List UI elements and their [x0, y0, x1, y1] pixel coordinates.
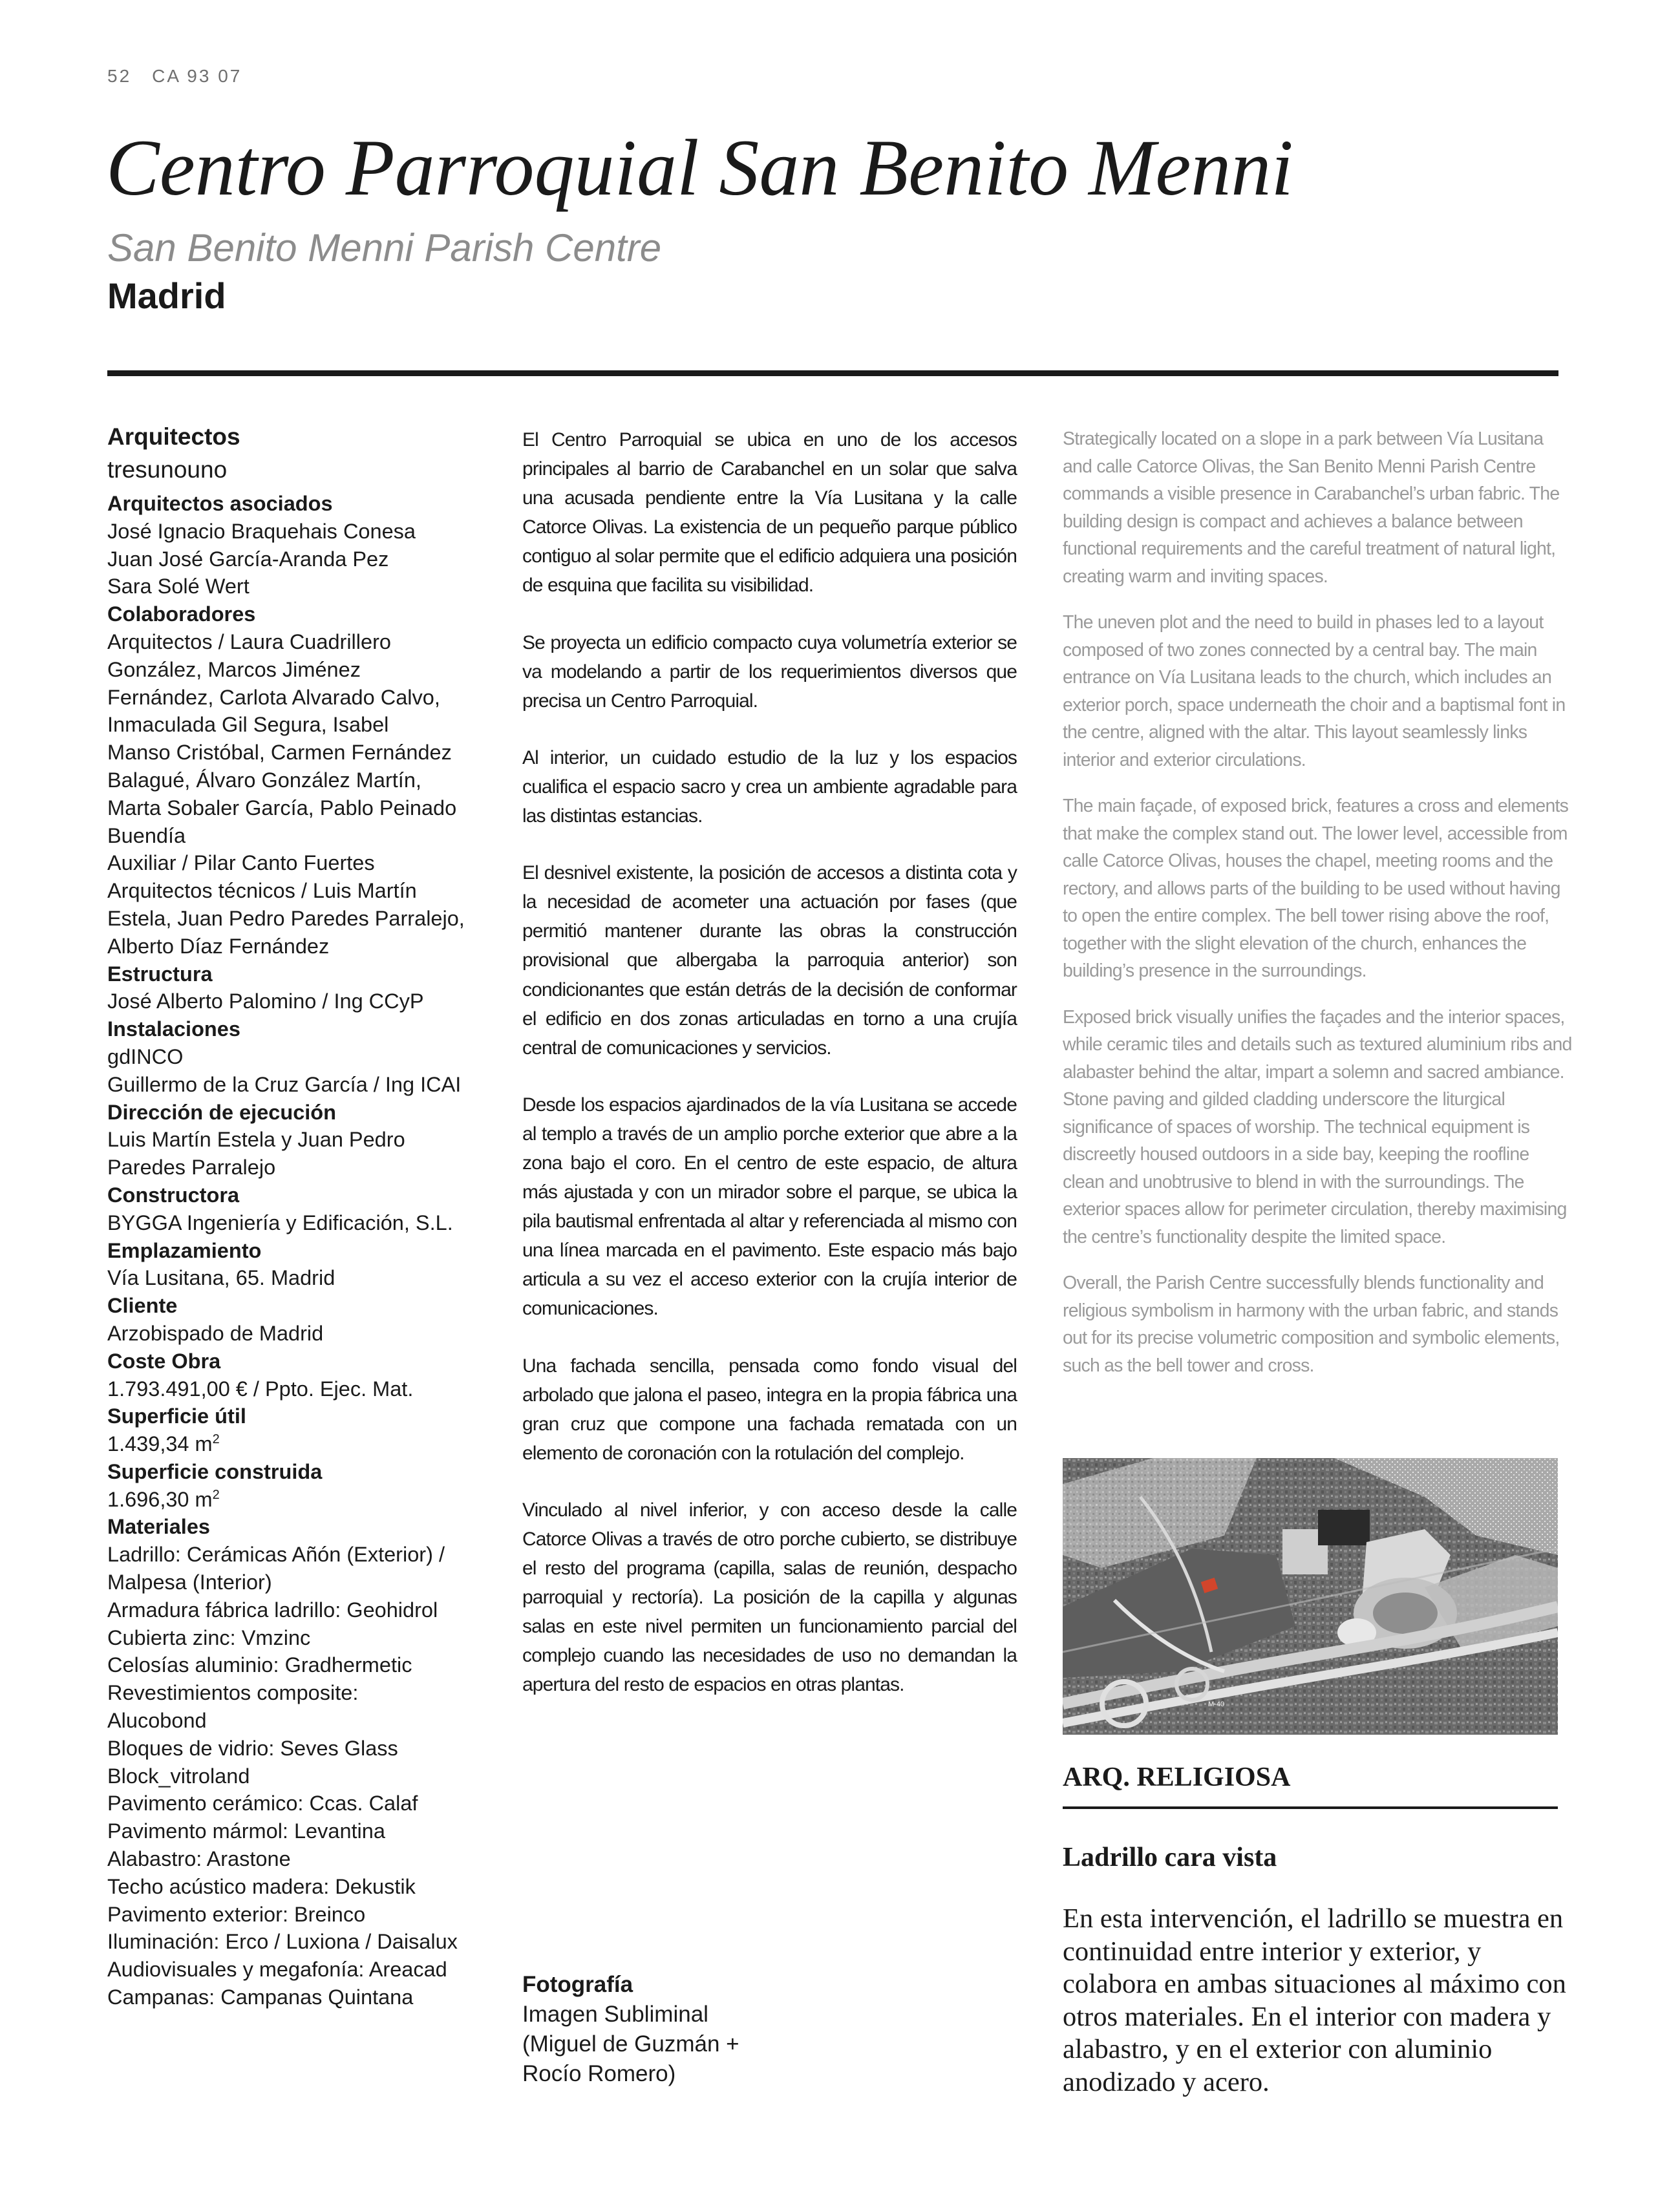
spanish-paragraph: Desde los espacios ajardinados de la vía Lusitana se accede al templo a través de un amplio porche exterior que abre a la zona bajo el coro. En el centro de este espacio, de altura más ajustada y con un mirador sobre el parque, se ubica la pila bautismal enfrentada al altar y referenciada al mismo con una línea marcada en el pavimento. Este espacio más bajo articula a su vez el acceso exterior con la crujía interior de comunicaciones. [522, 1094, 1017, 1320]
credit-label: Materiales [107, 1515, 210, 1539]
unit-superscript: 2 [212, 1432, 220, 1447]
credit-value [107, 454, 495, 486]
unit-superscript: 2 [212, 1487, 220, 1502]
credit-value [107, 1873, 495, 1901]
credit-label: Cliente [107, 1294, 178, 1318]
credit-value-text: Pavimento exterior: Breinco [107, 1902, 366, 1926]
credit-value [107, 1790, 495, 1817]
credit-group [107, 1458, 495, 1514]
credit-value [107, 518, 495, 545]
feature-heading: Ladrillo cara vista [1063, 1843, 1277, 1872]
credit-value [107, 1320, 495, 1348]
credit-value [107, 822, 495, 850]
credit-value-text: González, Marcos Jiménez [107, 657, 361, 681]
credit-value [107, 1126, 495, 1154]
english-paragraph: The uneven plot and the need to build in phases led to a layout composed of two zones connected by a central bay. The main entrance on Vía Lusitana leads to the church, which includes an exterior porch, space underneath the choir and a baptismal font in the centre, aligned with the altar. This layout seamlessly links interior and exterior circulations. [1063, 612, 1566, 770]
credit-value-text: gdINCO [107, 1044, 184, 1068]
credit-group [107, 1237, 495, 1293]
credit-value-text: Vía Lusitana, 65. Madrid [107, 1266, 335, 1290]
credit-value-text: Bloques de vidrio: Seves Glass [107, 1736, 398, 1760]
credit-value-text: Sara Solé Wert [107, 575, 250, 598]
credit-group [107, 1099, 495, 1181]
spanish-paragraph: Se proyecta un edificio compacto cuya volumetría exterior se va modelando a partir de los requerimientos diversos que precisa un Centro Parroquial. [522, 631, 1017, 712]
category-rule [1063, 1806, 1558, 1809]
aerial-site-photo [1063, 1458, 1558, 1735]
credit-value-text: Fernández, Carlota Alvarado Calvo, [107, 685, 440, 709]
aerial-photo-graphic [1063, 1458, 1558, 1735]
credit-value [107, 1071, 495, 1099]
credit-value [107, 1154, 495, 1181]
credit-value [107, 905, 495, 933]
credit-value-text: Alberto Díaz Fernández [107, 934, 330, 958]
credit-value-text: Alabastro: Arastone [107, 1847, 291, 1871]
credit-value [107, 1762, 495, 1790]
photography-label: Fotografía [522, 1972, 633, 1997]
photography-line: Rocío Romero) [522, 2061, 676, 2086]
credit-label: Superficie útil [107, 1404, 246, 1428]
credit-value-text: Revestimientos composite: [107, 1681, 359, 1705]
credit-value [107, 545, 495, 573]
credit-label: Coste Obra [107, 1349, 221, 1373]
credit-value [107, 1430, 495, 1458]
credit-value-text: 1.696,30 m [107, 1487, 213, 1511]
credit-value-text: Pavimento mármol: Levantina [107, 1819, 385, 1843]
credit-value-text: Malpesa (Interior) [107, 1571, 272, 1594]
credit-value [107, 1984, 495, 2011]
credit-value-text: 1.793.491,00 € / Ppto. Ejec. Mat. [107, 1377, 414, 1401]
credit-value [107, 1264, 495, 1292]
credit-value-text: BYGGA Ingeniería y Edificación, S.L. [107, 1211, 453, 1234]
credit-value [107, 628, 495, 656]
credit-group [107, 1348, 495, 1403]
english-paragraph: Overall, the Parish Centre successfully blends functionality and religious symbolism in harmony with the urban fabric, and stands out for its precise volumetric composition and symbolic elements, such as the bell tower and cross. [1063, 1273, 1560, 1376]
credit-value-text: Balagué, Álvaro González Martín, [107, 768, 421, 792]
feature-text: En esta intervención, el ladrillo se muestra en continuidad entre interior y exterior, y colabora en ambas situaciones al máximo con otros materiales. En el interior con madera y alabastro, y en el exterior con aluminio anodizado y acero. [1063, 1903, 1566, 2097]
credit-label: Emplazamiento [107, 1238, 262, 1262]
credit-group [107, 1292, 495, 1348]
spanish-paragraph: Una fachada sencilla, pensada como fondo visual del arbolado que jalona el paseo, integra en la propia fábrica una gran cruz que compone una fachada rematada con un elemento de coronación con la rotulación del complejo. [522, 1355, 1017, 1464]
credit-value [107, 1901, 495, 1929]
credit-value-text: José Ignacio Braquehais Conesa [107, 519, 416, 543]
credit-value [107, 1624, 495, 1652]
credit-value [107, 1928, 495, 1956]
issue-number: CA 93 07 [152, 66, 242, 86]
photography-credit [522, 1970, 910, 2089]
credit-group [107, 1015, 495, 1098]
credit-label: Estructura [107, 962, 213, 986]
credit-value [107, 1375, 495, 1403]
credit-value [107, 1209, 495, 1237]
credit-label: Superficie construida [107, 1459, 323, 1483]
credit-value [107, 684, 495, 712]
credit-value-text: José Alberto Palomino / Ing CCyP [107, 990, 424, 1013]
credit-value [107, 1043, 495, 1071]
credit-value-text: Ladrillo: Cerámicas Añón (Exterior) / [107, 1543, 445, 1567]
spanish-paragraph: El desnivel existente, la posición de accesos a distinta cota y la necesidad de acometer una actuación por fases (que permitió mantener durante las obras la construcción provisional que albergaba la parroquia anterior) son condicionantes que están detrás de la decisión de conformar el edificio en dos zonas articuladas en torno a una crujía central de comunicaciones y servicios. [522, 862, 1017, 1059]
credit-value-text: Arquitectos / Laura Cuadrillero [107, 630, 391, 653]
credit-label: Arquitectos asociados [107, 492, 333, 515]
credit-value-text: Buendía [107, 823, 186, 847]
credit-value-text: Iluminación: Erco / Luxiona / Daisalux [107, 1930, 458, 1954]
credit-value-text: Armadura fábrica ladrillo: Geohidrol [107, 1598, 438, 1622]
credit-value [107, 1651, 495, 1679]
credit-value-text: Manso Cristóbal, Carmen Fernández [107, 741, 452, 765]
spanish-paragraph: Vinculado al nivel inferior, y con acceso desde la calle Catorce Olivas a través de otro porche cubierto, se distribuye el resto del programa (capilla, salas de reunión, despacho parroquial y rectoría). La posición de la capilla y algunas salas en este nivel permiten un funcionamiento parcial del complejo cuando las necesidades de uso no demandan la apertura del resto de espacios en otras plantas. [522, 1499, 1017, 1696]
page-title: Centro Parroquial San Benito Menni [106, 123, 1293, 212]
credit-value [107, 711, 495, 739]
credit-value [107, 1541, 495, 1569]
credit-value [107, 1707, 495, 1735]
credit-value-text: Paredes Parralejo [107, 1156, 276, 1180]
credit-group [107, 490, 495, 600]
credit-value-text: Estela, Juan Pedro Paredes Parralejo, [107, 906, 465, 930]
header-rule [107, 370, 1558, 376]
credit-value [107, 1679, 495, 1707]
credit-value-text: Inmaculada Gil Segura, Isabel [107, 713, 389, 737]
credit-value-text: 1.439,34 m [107, 1432, 213, 1456]
credit-value-text: Juan José García-Aranda Pez [107, 547, 389, 571]
credit-value-text: Techo acústico madera: Dekustik [107, 1874, 416, 1898]
credit-value [107, 573, 495, 600]
credit-value-text: Luis Martín Estela y Juan Pedro [107, 1128, 405, 1152]
credit-group [107, 420, 495, 486]
credit-value-text: Audiovisuales y megafonía: Areacad [107, 1958, 447, 1982]
spanish-paragraph: El Centro Parroquial se ubica en uno de los accesos principales al barrio de Carabanchel en un solar que salva una acusada pendiente entre la Vía Lusitana y la calle Catorce Olivas. La existencia de un pequeño parque público contiguo al solar permite que el edificio adquiera una posición de esquina que facilita su visibilidad. [522, 429, 1017, 597]
english-body-text [1063, 425, 1573, 1398]
credit-value-text: Alucobond [107, 1709, 207, 1733]
photography-line: Imagen Subliminal [522, 2002, 708, 2027]
credit-value [107, 1735, 495, 1762]
credit-group [107, 1402, 495, 1458]
credit-value [107, 1486, 495, 1514]
map-road-label: M-40 [1208, 1700, 1225, 1708]
credit-group [107, 600, 495, 960]
credit-value [107, 1596, 495, 1624]
credit-value [107, 988, 495, 1015]
credit-label: Constructora [107, 1183, 240, 1207]
credit-value-text: Auxiliar / Pilar Canto Fuertes [107, 851, 375, 875]
credit-value [107, 1817, 495, 1845]
credit-value [107, 1569, 495, 1596]
credit-value-text: Block_vitroland [107, 1764, 250, 1788]
credit-label: Colaboradores [107, 602, 256, 626]
credit-value [107, 933, 495, 960]
credits-column [107, 420, 495, 2011]
folio [107, 66, 242, 87]
category-heading: ARQ. RELIGIOSA [1063, 1762, 1291, 1792]
credit-value-text: Cubierta zinc: Vmzinc [107, 1625, 311, 1649]
page-subtitle: San Benito Menni Parish Centre [107, 226, 662, 270]
credit-value-text: Pavimento cerámico: Ccas. Calaf [107, 1792, 418, 1815]
credit-value [107, 877, 495, 905]
credit-value [107, 656, 495, 684]
credit-value [107, 1845, 495, 1873]
english-paragraph: Strategically located on a slope in a park between Vía Lusitana and calle Catorce Olivas, the San Benito Menni Parish Centre commands a visible presence in Carabanchel’s urban fabric. The building design is compact and achieves a balance between functional requirements and the careful treatment of natural light, creating warm and inviting spaces. [1063, 429, 1560, 587]
spanish-paragraph: Al interior, un cuidado estudio de la luz y los espacios cualifica el espacio sacro y crea un ambiente agradable para las distintas estancias. [522, 746, 1017, 827]
credit-value-text: Arquitectos técnicos / Luis Martín [107, 879, 417, 903]
credit-value-text: Arzobispado de Madrid [107, 1321, 324, 1345]
credit-value [107, 739, 495, 767]
credit-value [107, 767, 495, 794]
credit-label: Dirección de ejecución [107, 1100, 337, 1124]
spanish-body-text [522, 425, 1017, 1728]
credit-value [107, 794, 495, 822]
credit-group [107, 960, 495, 1016]
english-paragraph: Exposed brick visually unifies the façades and the interior spaces, while ceramic tiles and details such as textured aluminium ribs and alabaster behind the altar, impart a solemn and sacred ambiance. Stone paving and gilded cladding underscore the liturgical significance of spaces of worship. The technical equipment is discreetly housed outdoors in a side bay, keeping the roofline clean and unobtrusive to blend in with the surroundings. The exterior spaces allow for perimeter circulation, thereby maximising the centre’s functionality despite the limited space. [1063, 1006, 1572, 1247]
credit-value-text: Marta Sobaler García, Pablo Peinado [107, 796, 457, 820]
english-paragraph: The main façade, of exposed brick, features a cross and elements that make the complex stand out. The lower level, accessible from calle Catorce Olivas, houses the chapel, meeting rooms and the rectory, and allows parts of the building to be used without having to open the entire complex. The bell tower rising above the roof, together with the slight elevation of the church, enhances the building’s presence in the surroundings. [1063, 796, 1569, 981]
credit-group [107, 1181, 495, 1237]
credit-value-text: Campanas: Campanas Quintana [107, 1985, 414, 2009]
photography-line: (Miguel de Guzmán + [522, 2031, 739, 2057]
credit-value-text: Guillermo de la Cruz García / Ing ICAI [107, 1072, 462, 1096]
credit-label: Arquitectos [107, 423, 240, 450]
credit-group [107, 1513, 495, 2011]
credit-value-text: tresunouno [107, 456, 228, 483]
page-number: 52 [107, 66, 132, 86]
city-label: Madrid [107, 275, 226, 316]
credit-value [107, 849, 495, 877]
credit-value-text: Celosías aluminio: Gradhermetic [107, 1653, 412, 1677]
credit-label: Instalaciones [107, 1017, 240, 1041]
credit-value [107, 1956, 495, 1984]
